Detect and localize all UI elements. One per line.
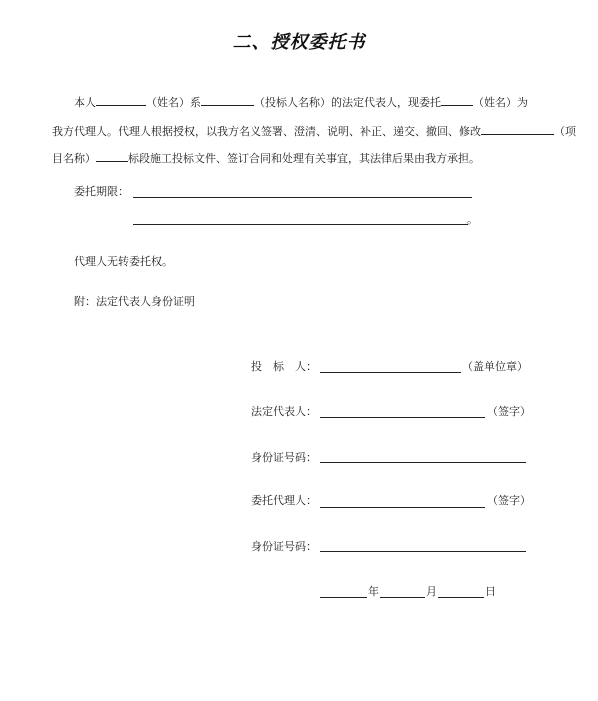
section-blank[interactable] (96, 150, 128, 162)
text-ben-ren: 本人 (74, 96, 96, 109)
month-label: 月 (426, 585, 437, 598)
name-blank[interactable] (96, 94, 146, 106)
attachment-text: 附：法定代表人身份证明 (74, 295, 195, 308)
month-blank[interactable] (380, 597, 425, 598)
bidder-signature-line[interactable] (320, 372, 461, 373)
id-number-line-2[interactable] (320, 551, 526, 552)
text-consequences: 标段施工投标文件、签订合同和处理有关事宜，其法律后果由我方承担。 (128, 152, 480, 165)
project-name-blank[interactable] (481, 123, 554, 135)
text-project-name: 目名称） (52, 152, 96, 165)
text-legal-rep-entrust: （投标人名称）的法定代表人，现委托 (254, 96, 441, 109)
id-number-label-1: 身份证号码： (251, 451, 317, 464)
text-name-xi: （姓名）系 (146, 96, 201, 109)
agent-sign-note: （签字） (487, 494, 531, 507)
id-number-line-1[interactable] (320, 462, 526, 463)
term-period: 。 (467, 213, 478, 226)
legal-rep-label: 法定代表人： (251, 405, 317, 418)
paragraph-line-2 (52, 123, 576, 139)
year-label: 年 (368, 585, 379, 598)
term-label: 委托期限： (74, 185, 129, 198)
text-authorization: 我方代理人。代理人根据授权，以我方名义签署、澄清、说明、补正、递交、撤回、修改 (52, 125, 481, 138)
agent-label: 委托代理人： (251, 494, 317, 507)
day-label: 日 (485, 585, 496, 598)
agent-name-blank[interactable] (441, 94, 473, 106)
legal-rep-sign-note: （签字） (487, 405, 531, 418)
agent-signature-line[interactable] (320, 507, 485, 508)
id-number-label-2: 身份证号码： (251, 540, 317, 553)
text-name-wei: （姓名）为 (473, 96, 528, 109)
paragraph-line-3 (52, 150, 480, 166)
bidder-seal-note: （盖单位章） (462, 360, 528, 373)
document-title: 二、授权委托书 (232, 32, 366, 53)
term-line-2[interactable] (133, 224, 468, 225)
day-blank[interactable] (438, 597, 484, 598)
text-xiang: （项 (554, 125, 576, 138)
no-delegation-text: 代理人无转委托权。 (74, 255, 173, 268)
legal-rep-signature-line[interactable] (320, 417, 485, 418)
term-line-1[interactable] (133, 197, 472, 198)
bidder-label: 投 标 人： (251, 360, 317, 373)
paragraph-line-1 (74, 94, 528, 110)
year-blank[interactable] (320, 597, 367, 598)
bidder-name-blank[interactable] (201, 94, 254, 106)
